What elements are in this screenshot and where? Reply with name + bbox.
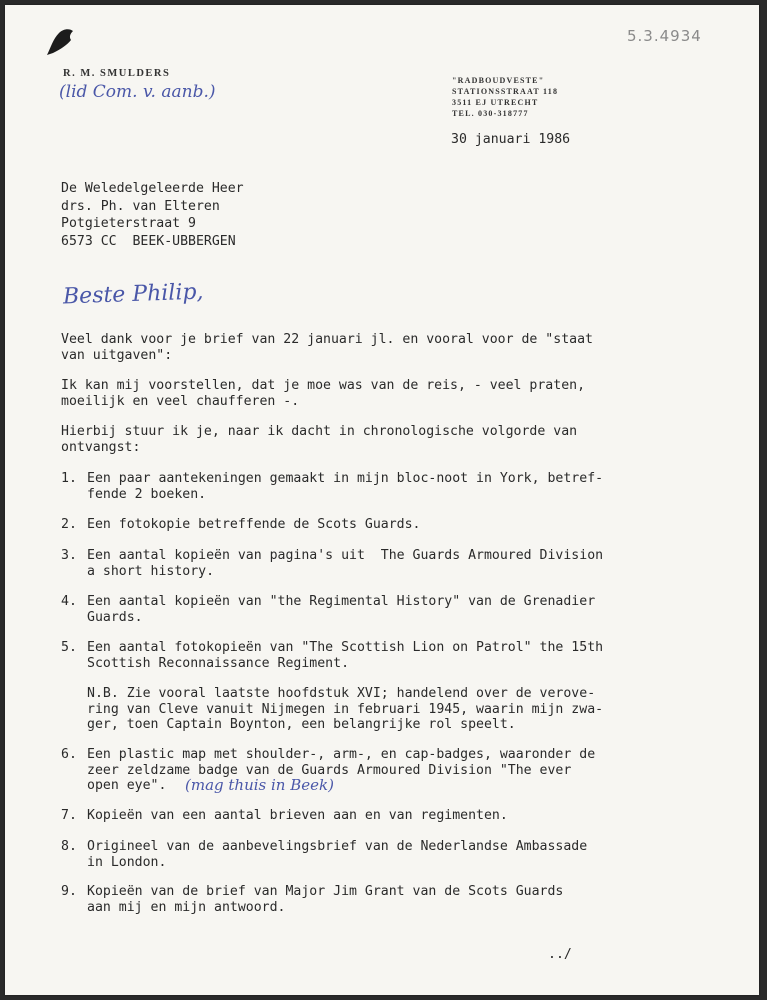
item-number: 5. xyxy=(61,640,77,655)
list-item: Een aantal kopieën van "the Regimental History" van de Grenadier Guards. xyxy=(87,594,596,625)
list-item: Een paar aantekeningen gemaakt in mijn bloc-noot in York, betref- fende 2 boeken. xyxy=(87,471,604,502)
paragraph: Veel dank voor je brief van 22 januari jl. en vooral voor de "staat van uitgaven": xyxy=(61,332,593,363)
recipient-line: 6573 CC BEEK-UBBERGEN xyxy=(61,233,236,249)
letter-date: 30 januari 1986 xyxy=(451,132,571,147)
item-number: 4. xyxy=(61,594,77,609)
recipient-line: De Weledelgeleerde Heer xyxy=(61,181,244,196)
watermark-text: ​ xyxy=(224,80,226,120)
list-item: Kopieën van de brief van Major Jim Grant van de Scots Guards aan mij en mijn antwoord. xyxy=(87,884,564,915)
item-number: 6. xyxy=(61,747,77,762)
list-item: Origineel van de aanbevelingsbrief van de Nederlandse Ambassade in London. xyxy=(87,839,588,870)
archive-reference: 5.3.4934 xyxy=(627,27,702,45)
recipient-line: Potgieterstraat 9 xyxy=(61,216,196,231)
item-number: 1. xyxy=(61,471,77,486)
list-item: Een plastic map met shoulder-, arm-, en cap-badges, waaronder de zeer zeldzame badge van de Guards Armoured Division "The ever open eye". xyxy=(87,747,596,793)
list-item: Een aantal kopieën van pagina's uit The Guards Armoured Division a short history. xyxy=(87,548,604,579)
paragraph: Ik kan mij voorstellen, dat je moe was van de reis, - veel praten, moeilijk en veel chaufferen -. xyxy=(61,378,586,409)
address-line: STATIONSSTRAAT 118 xyxy=(452,87,559,96)
continuation-mark: ../ xyxy=(548,947,572,962)
item-number: 3. xyxy=(61,548,77,563)
list-item: Een fotokopie betreffende de Scots Guards. xyxy=(87,517,421,532)
paragraph: Hierbij stuur ik je, naar ik dacht in chronologische volgorde van ontvangst: xyxy=(61,424,578,455)
address-line: TEL. 030-318777 xyxy=(452,109,529,118)
letterhead-name: R. M. SMULDERS xyxy=(63,68,171,79)
item-number: 9. xyxy=(61,884,77,899)
letterhead-annotation: (lid Com. v. aanb.) xyxy=(59,82,216,102)
item6-annotation: (mag thuis in Beek) xyxy=(185,776,334,794)
item-number: 8. xyxy=(61,839,77,854)
nb-note: N.B. Zie vooral laatste hoofdstuk XVI; handelend over de verove- ring van Cleve vanuit Nijmegen in februari 1945, waarin mijn zwa- ger, toen Captain Boynton, een belangrijke rol speelt. xyxy=(87,686,604,732)
list-item: Een aantal fotokopieën van "The Scottish Lion on Patrol" the 15th Scottish Reconnaissance Regiment. xyxy=(87,640,604,671)
recipient-line: drs. Ph. van Elteren xyxy=(61,198,220,214)
recipient-block xyxy=(61,180,244,250)
salutation: Beste Philip, xyxy=(62,279,204,310)
address-line: "RADBOUDVESTE" xyxy=(452,76,545,85)
seal-icon xyxy=(43,25,77,59)
address-line: 3511 EJ UTRECHT xyxy=(452,98,539,107)
letter-page xyxy=(5,5,759,995)
item-number: 7. xyxy=(61,808,77,823)
item-number: 2. xyxy=(61,517,77,532)
list-item: Kopieën van een aantal brieven aan en van regimenten. xyxy=(87,808,508,823)
letterhead-address xyxy=(452,75,558,119)
